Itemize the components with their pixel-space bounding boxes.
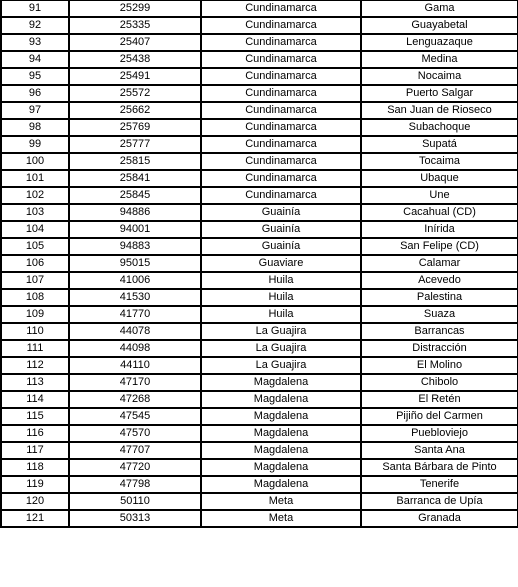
municipality-cell: Subachoque	[361, 119, 518, 136]
table-row	[1, 408, 518, 425]
department-cell: Magdalena	[201, 476, 361, 493]
municipality-cell: Guayabetal	[361, 17, 518, 34]
department-cell: Cundinamarca	[201, 85, 361, 102]
code-cell: 44098	[69, 340, 201, 357]
municipality-cell: Puerto Salgar	[361, 85, 518, 102]
municipality-cell: Santa Ana	[361, 442, 518, 459]
municipality-cell: Distracción	[361, 340, 518, 357]
code-cell: 25335	[69, 17, 201, 34]
department-cell: Cundinamarca	[201, 0, 361, 17]
department-cell: Cundinamarca	[201, 153, 361, 170]
row-number-cell: 100	[1, 153, 69, 170]
table-row	[1, 136, 518, 153]
municipality-cell: Medina	[361, 51, 518, 68]
table-row	[1, 187, 518, 204]
code-cell: 47545	[69, 408, 201, 425]
municipality-cell: Granada	[361, 510, 518, 527]
code-cell: 47570	[69, 425, 201, 442]
municipality-cell: Une	[361, 187, 518, 204]
row-number-cell: 97	[1, 102, 69, 119]
department-cell: Magdalena	[201, 425, 361, 442]
municipality-cell: Santa Bárbara de Pinto	[361, 459, 518, 476]
municipality-cell: Acevedo	[361, 272, 518, 289]
table-row	[1, 493, 518, 510]
row-number-cell: 105	[1, 238, 69, 255]
municipality-cell: El Molino	[361, 357, 518, 374]
code-cell: 25815	[69, 153, 201, 170]
table-body	[1, 0, 518, 527]
department-cell: Magdalena	[201, 459, 361, 476]
table-row	[1, 238, 518, 255]
table-row	[1, 442, 518, 459]
table-row	[1, 221, 518, 238]
table-row	[1, 170, 518, 187]
row-number-cell: 93	[1, 34, 69, 51]
row-number-cell: 116	[1, 425, 69, 442]
row-number-cell: 108	[1, 289, 69, 306]
code-cell: 50313	[69, 510, 201, 527]
code-cell: 41530	[69, 289, 201, 306]
row-number-cell: 117	[1, 442, 69, 459]
municipality-cell: Lenguazaque	[361, 34, 518, 51]
table-row	[1, 425, 518, 442]
municipality-cell: Palestina	[361, 289, 518, 306]
department-cell: Cundinamarca	[201, 68, 361, 85]
table-row	[1, 476, 518, 493]
row-number-cell: 102	[1, 187, 69, 204]
table-row	[1, 391, 518, 408]
code-cell: 25491	[69, 68, 201, 85]
department-cell: Magdalena	[201, 374, 361, 391]
table-row	[1, 85, 518, 102]
table-row	[1, 272, 518, 289]
row-number-cell: 119	[1, 476, 69, 493]
municipality-cell: El Retén	[361, 391, 518, 408]
code-cell: 41770	[69, 306, 201, 323]
department-cell: Cundinamarca	[201, 51, 361, 68]
table-row	[1, 0, 518, 17]
department-cell: Cundinamarca	[201, 17, 361, 34]
row-number-cell: 98	[1, 119, 69, 136]
code-cell: 44110	[69, 357, 201, 374]
code-cell: 47170	[69, 374, 201, 391]
table-row	[1, 17, 518, 34]
code-cell: 25845	[69, 187, 201, 204]
municipality-cell: Gama	[361, 0, 518, 17]
municipality-cell: San Felipe (CD)	[361, 238, 518, 255]
municipality-cell: Calamar	[361, 255, 518, 272]
row-number-cell: 101	[1, 170, 69, 187]
code-cell: 25299	[69, 0, 201, 17]
row-number-cell: 109	[1, 306, 69, 323]
table-row	[1, 340, 518, 357]
municipality-cell: Barrancas	[361, 323, 518, 340]
table-row	[1, 51, 518, 68]
department-cell: La Guajira	[201, 323, 361, 340]
code-cell: 94886	[69, 204, 201, 221]
municipality-cell: Suaza	[361, 306, 518, 323]
department-cell: Cundinamarca	[201, 119, 361, 136]
code-cell: 25769	[69, 119, 201, 136]
department-cell: Cundinamarca	[201, 136, 361, 153]
department-cell: Huila	[201, 272, 361, 289]
department-cell: Magdalena	[201, 442, 361, 459]
table-row	[1, 68, 518, 85]
department-cell: La Guajira	[201, 340, 361, 357]
row-number-cell: 121	[1, 510, 69, 527]
department-cell: Cundinamarca	[201, 34, 361, 51]
code-cell: 47268	[69, 391, 201, 408]
municipality-cell: Tocaima	[361, 153, 518, 170]
code-cell: 41006	[69, 272, 201, 289]
department-cell: Guainía	[201, 204, 361, 221]
code-cell: 47720	[69, 459, 201, 476]
department-cell: Cundinamarca	[201, 170, 361, 187]
department-cell: Huila	[201, 289, 361, 306]
municipality-cell: San Juan de Rioseco	[361, 102, 518, 119]
row-number-cell: 94	[1, 51, 69, 68]
row-number-cell: 92	[1, 17, 69, 34]
row-number-cell: 103	[1, 204, 69, 221]
row-number-cell: 95	[1, 68, 69, 85]
municipality-cell: Pijiño del Carmen	[361, 408, 518, 425]
department-cell: Guaviare	[201, 255, 361, 272]
table-row	[1, 153, 518, 170]
department-cell: Guainía	[201, 221, 361, 238]
municipality-cell: Cacahual (CD)	[361, 204, 518, 221]
row-number-cell: 118	[1, 459, 69, 476]
row-number-cell: 106	[1, 255, 69, 272]
table-row	[1, 510, 518, 527]
code-cell: 25438	[69, 51, 201, 68]
row-number-cell: 104	[1, 221, 69, 238]
department-cell: Cundinamarca	[201, 102, 361, 119]
department-cell: Magdalena	[201, 391, 361, 408]
department-cell: Meta	[201, 510, 361, 527]
table-row	[1, 323, 518, 340]
table-row	[1, 306, 518, 323]
table-row	[1, 255, 518, 272]
code-cell: 44078	[69, 323, 201, 340]
municipality-cell: Supatá	[361, 136, 518, 153]
row-number-cell: 110	[1, 323, 69, 340]
code-cell: 25407	[69, 34, 201, 51]
department-cell: Magdalena	[201, 408, 361, 425]
row-number-cell: 114	[1, 391, 69, 408]
department-cell: Cundinamarca	[201, 187, 361, 204]
table-row	[1, 459, 518, 476]
municipality-cell: Tenerife	[361, 476, 518, 493]
row-number-cell: 112	[1, 357, 69, 374]
municipality-cell: Chibolo	[361, 374, 518, 391]
row-number-cell: 115	[1, 408, 69, 425]
table-row	[1, 289, 518, 306]
table-row	[1, 374, 518, 391]
row-number-cell: 120	[1, 493, 69, 510]
department-cell: Meta	[201, 493, 361, 510]
code-cell: 25777	[69, 136, 201, 153]
table-row	[1, 119, 518, 136]
code-cell: 50110	[69, 493, 201, 510]
code-cell: 47798	[69, 476, 201, 493]
code-cell: 25572	[69, 85, 201, 102]
row-number-cell: 91	[1, 0, 69, 17]
table-row	[1, 357, 518, 374]
department-cell: Guainía	[201, 238, 361, 255]
table-row	[1, 102, 518, 119]
department-cell: Huila	[201, 306, 361, 323]
row-number-cell: 113	[1, 374, 69, 391]
row-number-cell: 107	[1, 272, 69, 289]
row-number-cell: 96	[1, 85, 69, 102]
row-number-cell: 111	[1, 340, 69, 357]
municipality-cell: Inírida	[361, 221, 518, 238]
table-row	[1, 34, 518, 51]
table-row	[1, 204, 518, 221]
code-cell: 95015	[69, 255, 201, 272]
municipality-cell: Ubaque	[361, 170, 518, 187]
municipality-cell: Nocaima	[361, 68, 518, 85]
code-cell: 25841	[69, 170, 201, 187]
department-cell: La Guajira	[201, 357, 361, 374]
row-number-cell: 99	[1, 136, 69, 153]
code-cell: 94883	[69, 238, 201, 255]
municipality-cell: Barranca de Upía	[361, 493, 518, 510]
code-cell: 47707	[69, 442, 201, 459]
code-cell: 94001	[69, 221, 201, 238]
municipality-cell: Puebloviejo	[361, 425, 518, 442]
code-cell: 25662	[69, 102, 201, 119]
